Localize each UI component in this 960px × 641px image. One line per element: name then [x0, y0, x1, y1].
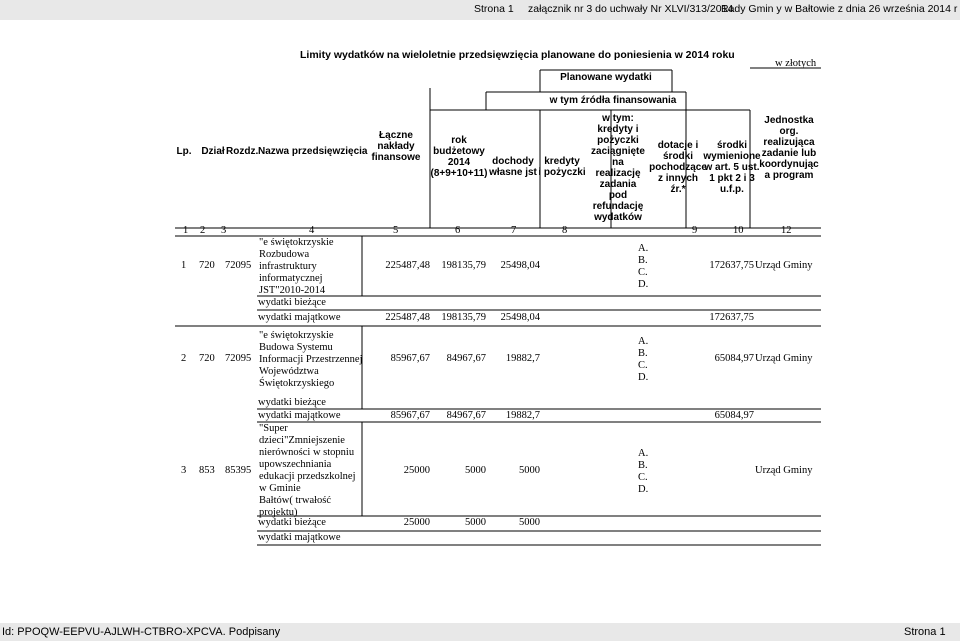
col-of-which: w tym: kredyty i pożyczki zaciągnięte na realizację zadania pod refundację wydatków — [591, 113, 645, 223]
row2-own: 84967,67 — [446, 353, 486, 364]
row3-rok: 25000 — [403, 465, 430, 476]
footer-id: Id: PPOQW-EEPVU-AJLWH-CTBRO-XPCVA. Podpisany — [2, 626, 281, 638]
row2-name: "e świętokrzyskie Budowa Systemu Informacji Przestrzennej Województwa Świętokrzyskiego — [259, 330, 363, 389]
colnum-4: 4 — [309, 225, 315, 236]
row1-loans: 25498,04 — [500, 260, 540, 271]
row1-cap-rok: 225487,48 — [385, 312, 430, 323]
row2-unit: Urząd Gminy — [755, 353, 813, 364]
row1-lp: 1 — [181, 260, 187, 271]
header-attachment: załącznik nr 3 do uchwały Nr XLVI/313/2014 — [528, 3, 734, 15]
row3-loans: 5000 — [519, 465, 540, 476]
colnum-12: 12 — [781, 225, 792, 236]
col-name: Nazwa przedsięwzięcia — [258, 146, 368, 157]
row1-cap-loans: 25498,04 — [500, 312, 540, 323]
col-rozdz: Rozdz. — [226, 146, 259, 157]
row2-cap-rok: 85967,67 — [390, 410, 430, 421]
row2-current-label: wydatki bieżące — [258, 397, 326, 408]
row1-abcd: A. B. C. D. — [638, 243, 649, 290]
row1-own: 198135,79 — [441, 260, 486, 271]
row3-cur-rok: 25000 — [403, 517, 430, 528]
row1-current-label: wydatki bieżące — [258, 297, 326, 308]
row3-dzial: 853 — [199, 465, 215, 476]
row1-cap-funds: 172637,75 — [709, 312, 754, 323]
row3-lp: 3 — [181, 465, 187, 476]
header-page: Strona 1 — [474, 3, 514, 15]
row3-rozdz: 85395 — [225, 465, 252, 476]
row1-funds: 172637,75 — [709, 260, 754, 271]
row3-abcd: A. B. C. D. — [638, 448, 649, 495]
colnum-7: 7 — [511, 225, 517, 236]
row1-cap-own: 198135,79 — [441, 312, 486, 323]
colnum-9: 9 — [692, 225, 698, 236]
row2-dzial: 720 — [199, 353, 215, 364]
row1-unit: Urząd Gminy — [755, 260, 813, 271]
footer-bar — [0, 623, 960, 641]
colnum-3: 3 — [221, 225, 227, 236]
col-planned: Planowane wydatki — [560, 72, 652, 83]
colnum-2: 2 — [200, 225, 206, 236]
row2-abcd: A. B. C. D. — [638, 336, 649, 383]
col-funds: środki wymienione w art. 5 ust. 1 pkt 2 i 3 u.f.p. — [703, 140, 761, 195]
footer-page: Strona 1 — [904, 626, 946, 638]
col-sources: w tym źródła finansowania — [549, 95, 677, 106]
row3-current-label: wydatki bieżące — [258, 517, 326, 528]
row2-rok: 85967,67 — [390, 353, 430, 364]
col-dzial: Dział — [201, 146, 225, 157]
col-own: dochody własne jst — [489, 156, 537, 178]
row2-capital-label: wydatki majątkowe — [258, 410, 341, 421]
row2-funds: 65084,97 — [714, 353, 754, 364]
colnum-6: 6 — [455, 225, 461, 236]
colnum-8: 8 — [562, 225, 568, 236]
row2-loans: 19882,7 — [505, 353, 540, 364]
document-title: Limity wydatków na wieloletnie przedsięwzięcia planowane do poniesienia w 2014 roku — [300, 49, 735, 61]
row3-capital-label: wydatki majątkowe — [258, 532, 341, 543]
row2-rozdz: 72095 — [225, 353, 252, 364]
row1-dzial: 720 — [199, 260, 215, 271]
row2-cap-own: 84967,67 — [446, 410, 486, 421]
col-budget-year: rok budżetowy 2014 (8+9+10+11) — [430, 135, 488, 179]
row3-name: "Super dzieci"Zmniejszenie nierówności w stopniu upowszechniania edukacji przedszkolnej w Gminie Bałtów( trwałość projektu) — [259, 423, 356, 518]
col-total: Łączne nakłady finansowe — [371, 130, 421, 163]
col-loans: kredyty i pożyczki — [538, 156, 586, 178]
col-unit: Jednostka org. realizująca zadanie lub koordynując a program — [759, 115, 819, 181]
row2-cap-funds: 65084,97 — [714, 410, 754, 421]
row1-capital-label: wydatki majątkowe — [258, 312, 341, 323]
row2-lp: 2 — [181, 353, 187, 364]
colnum-5: 5 — [393, 225, 399, 236]
header-council: Rady Gmin y w Bałtowie z dnia 26 września 2014 r — [721, 3, 958, 15]
row2-cap-loans: 19882,7 — [505, 410, 540, 421]
row3-cur-loans: 5000 — [519, 517, 540, 528]
row1-rok: 225487,48 — [385, 260, 430, 271]
colnum-10: 10 — [733, 225, 744, 236]
colnum-1: 1 — [183, 225, 189, 236]
unit-label: w złotych — [775, 58, 817, 69]
col-grants: dotacje i środki pochodzące z innych źr.* — [649, 140, 707, 195]
row1-name: "e świętokrzyskie Rozbudowa infrastruktury informatycznej JST"2010-2014 — [259, 237, 334, 296]
row1-rozdz: 72095 — [225, 260, 252, 271]
row3-own: 5000 — [465, 465, 486, 476]
row3-unit: Urząd Gminy — [755, 465, 813, 476]
col-lp: Lp. — [176, 146, 192, 157]
row3-cur-own: 5000 — [465, 517, 486, 528]
